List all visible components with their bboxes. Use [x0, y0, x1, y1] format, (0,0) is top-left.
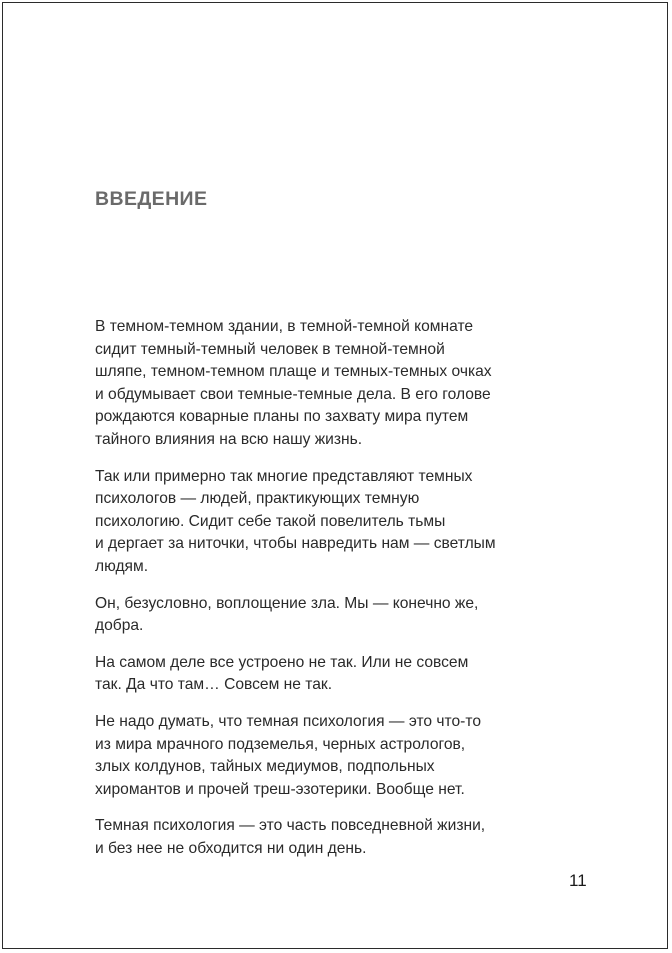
text-line: так. Да что там… Совсем не так.	[95, 676, 333, 694]
text-line: тайного влияния на всю нашу жизнь.	[95, 430, 363, 448]
text-line: Он, безусловно, воплощение зла. Мы — конечно же,	[95, 594, 479, 612]
text-line: людям.	[95, 557, 149, 575]
text-line: добра.	[95, 617, 144, 635]
text-line: рождаются коварные планы по захвату мира путем	[95, 408, 469, 426]
text-line: и дергает за ниточки, чтобы навредить нам — светлым	[95, 535, 496, 553]
text-line: На самом деле все устроено не так. Или не совсем	[95, 653, 469, 671]
paragraph	[95, 316, 555, 452]
paragraph	[95, 593, 555, 638]
paragraph	[95, 815, 555, 860]
text-line: Не надо думать, что темная психология — это что-то	[95, 712, 482, 730]
book-page	[2, 2, 668, 949]
paragraph	[95, 466, 555, 579]
text-line: Так или примерно так многие представляют темных	[95, 467, 473, 485]
text-line: психологов — людей, практикующих темную	[95, 490, 420, 508]
text-line: психологию. Сидит себе такой повелитель тьмы	[95, 512, 446, 530]
text-line: В темном-темном здании, в темной-темной комнате	[95, 318, 474, 335]
paragraph	[95, 711, 555, 801]
page-number: 11	[569, 871, 587, 890]
text-line: хиромантов и прочей треш-эзотерики. Вообще нет.	[95, 780, 465, 798]
text-line: Темная психология — это часть повседневной жизни,	[95, 817, 486, 835]
text-line: и обдумывает свои темные-темные дела. В его голове	[95, 385, 491, 403]
text-line: сидит темный-темный человек в темной-темной	[95, 340, 445, 358]
text-line: злых колдунов, тайных медиумов, подпольных	[95, 758, 435, 776]
paragraph	[95, 652, 555, 697]
chapter-heading: ВВЕДЕНИЕ	[95, 188, 208, 210]
text-line: шляпе, темном-темном плаще и темных-темных очках	[95, 363, 492, 381]
body-text	[95, 316, 555, 874]
text-line: и без нее не обходится ни один день.	[95, 839, 367, 857]
text-line: из мира мрачного подземелья, черных астрологов,	[95, 735, 466, 753]
